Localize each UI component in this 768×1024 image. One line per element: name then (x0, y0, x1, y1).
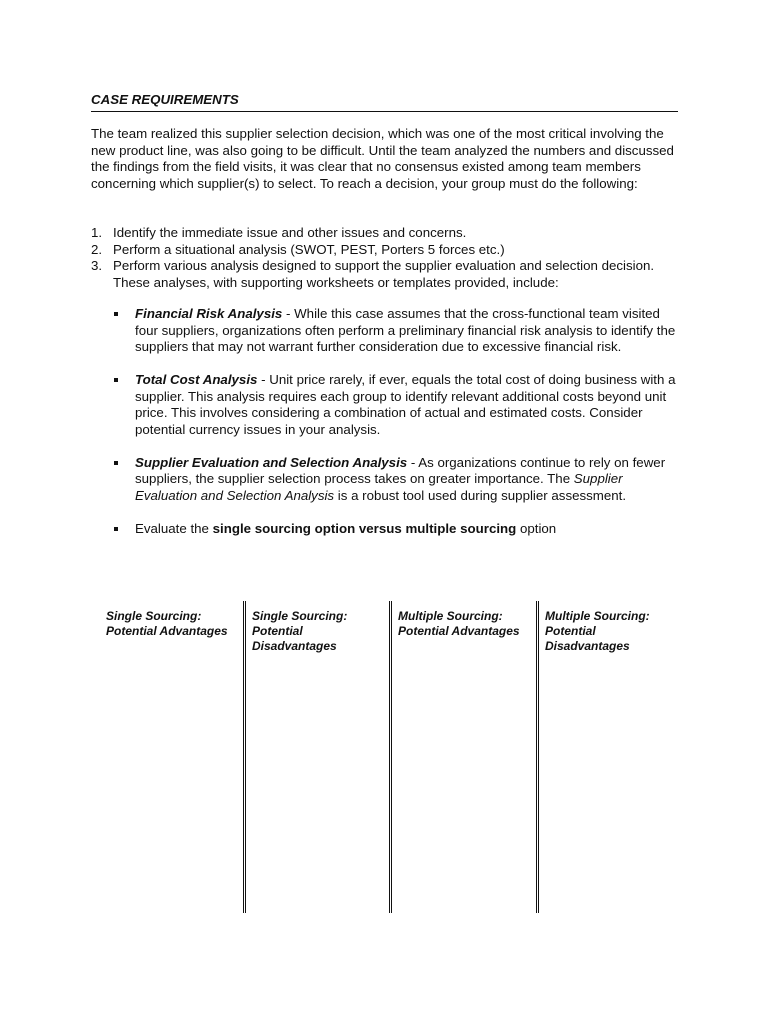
bullet-financial-risk (113, 306, 681, 356)
column-header: Single Sourcing: Potential Disadvantages (252, 609, 348, 653)
square-bullet-icon (114, 527, 118, 531)
sourcing-comparison-table (100, 601, 690, 913)
column-header: Single Sourcing: Potential Advantages (106, 609, 228, 638)
intro-paragraph: The team realized this supplier selection decision, which was one of the most critical involving the new product line, was also going to be difficult. Until the team analyzed the numbers and discussed the findings from the field visits, it was clear that no consensus existed among team members concerning which supplier(s) to select. To reach a decision, your group must do the following: (91, 126, 674, 191)
bullet-supplier-evaluation (113, 455, 681, 505)
list-item (91, 225, 681, 242)
analysis-bullet-list (113, 306, 681, 554)
bullet-text: Evaluate the (135, 520, 213, 536)
requirements-list (91, 225, 681, 291)
column-multiple-advantages (392, 601, 535, 913)
list-item-text: Perform a situational analysis (SWOT, PEST, Porters 5 forces etc.) (113, 241, 505, 257)
list-item-text: Perform various analysis designed to support the supplier evaluation and selection decision. These analyses, with supporting worksheets or templates provided, include: (113, 258, 655, 290)
bullet-total-cost (113, 372, 681, 438)
square-bullet-icon (114, 461, 118, 465)
list-number: 3. (91, 258, 103, 273)
square-bullet-icon (114, 312, 118, 316)
bullet-title: Financial Risk Analysis (135, 306, 283, 321)
bullet-text: - Unit price rarely, if ever, equals the total cost of doing business with a supplier. This analysis requires each group to identify relevant additional costs beyond unit price. This involves considering a combination of actual and estimated costs. Consider potential currency issues in your analysis. (135, 372, 676, 437)
list-item (91, 242, 681, 259)
column-single-advantages (100, 601, 243, 913)
bullet-bold-text: single sourcing option versus multiple sourcing (212, 520, 517, 536)
bullet-italic-text: Supplier Evaluation and Selection Analysis (135, 471, 623, 503)
list-number: 2. (91, 241, 103, 257)
bullet-text: is a robust tool used during supplier assessment. (334, 487, 627, 503)
bullet-text: - While this case assumes that the cross-functional team visited four suppliers, organizations often perform a preliminary financial risk analysis to identify the suppliers that may not warrant further consideration due to excessive financial risk. (135, 306, 676, 354)
bullet-title: Total Cost Analysis (135, 372, 258, 387)
list-number: 1. (91, 225, 103, 240)
list-item (91, 258, 681, 291)
column-multiple-disadvantages (539, 601, 682, 913)
list-item-text: Identify the immediate issue and other issues and concerns. (113, 225, 467, 240)
bullet-sourcing (113, 521, 681, 538)
section-heading: CASE REQUIREMENTS (91, 92, 678, 112)
column-header: Multiple Sourcing: Potential Disadvantages (545, 609, 650, 653)
column-header: Multiple Sourcing: Potential Advantages (398, 609, 520, 638)
bullet-text: - As organizations continue to rely on fewer suppliers, the supplier selection process takes on greater importance. The (135, 454, 666, 486)
bullet-text: option (516, 520, 557, 536)
square-bullet-icon (114, 378, 118, 382)
bullet-title: Supplier Evaluation and Selection Analysis (135, 454, 408, 470)
column-single-disadvantages (246, 601, 389, 913)
